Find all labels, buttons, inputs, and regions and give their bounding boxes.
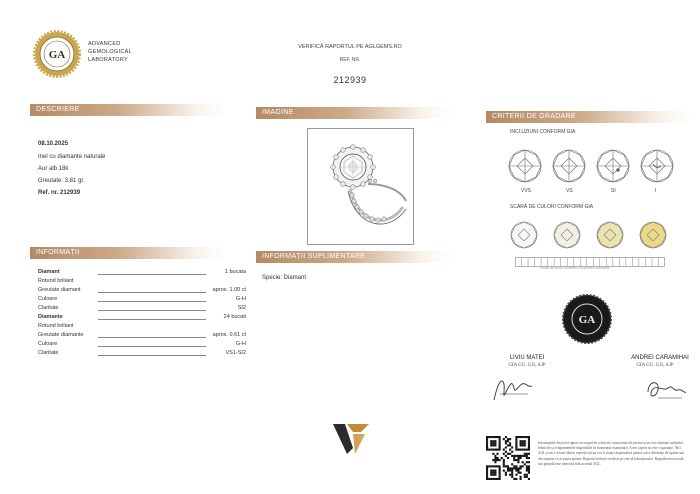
color-gem-3 [597,222,623,248]
info-row [38,331,246,339]
info-row [38,313,246,321]
info-key: Diamant [38,269,60,275]
color-scale-caption: Scala de culori conform GIA pentru diamante [540,266,610,270]
signature-name-1: LIVIU MATEI [509,355,545,361]
info-key: Greutate diamante [38,332,84,338]
info-key: Culoare [38,341,58,347]
description-date: 08.10.2025 [38,141,69,147]
info-key: Claritate [38,305,59,311]
info-value: aprox. 1.00 ct [212,287,246,293]
section-description-header: DESCRIERE [30,104,226,116]
description-ref: Ref. nr. 212939 [38,190,81,196]
verify-text: VERIFICĂ RAPORTUL PE AGLGEMS.RO [298,44,402,50]
info-row [38,340,246,348]
description-line2: Aur alb 18k [38,166,69,172]
inclusions-title: INCLUZIUNI CONFORM GIA [510,129,576,135]
info-key: Culoare [38,296,58,302]
info-leader-line [98,310,206,311]
footer-disclaimer: Informațiile din acest raport au scopul de a descrie caracteristicile pietrei și au fost obținute utilizând tehnicile și echipamentele disponibile în momentul examinării. Acest raport nu este o garanție. Nici AGL și nici oricare dintre experții săi nu vor fi ținuți răspunzători pentru orice diferențe de opinie sau discrepanțe ce ar putea apărea. Raportul trebuie verificat pe site-ul laboratorului. Reproducerea totală sau parțială este interzisă fără acordul AGL. [538,441,684,466]
colors-title: SCARĂ DE CULORI CONFORM GIA [510,204,594,210]
signature-2 [640,372,690,407]
info-value: SI2 [237,305,246,311]
info-row [38,349,246,357]
lab-name-line1: ADVANCED [88,41,121,47]
agl-seal-badge [562,294,612,344]
info-leader-line [98,292,206,293]
ring-photo [307,128,414,245]
description-line1: Inel cu diamante naturale [38,154,106,160]
info-leader-line [98,337,206,338]
section-supplementary-header: INFORMAȚII SUPLIMENTARE [256,251,452,263]
clarity-diagrams [505,148,685,188]
brand-logo [331,420,371,456]
info-value: G-H [235,296,246,302]
clarity-label-2: VS [566,188,573,194]
info-leader-line [98,319,206,320]
svg-text:GA: GA [578,314,596,326]
info-key: Diamante [38,314,63,320]
info-row [38,322,246,330]
color-scale-bar [515,254,665,264]
info-leader-line [98,355,206,356]
lab-name-line3: LABORATORY [88,57,128,63]
info-value: aprox. 0.61 ct [212,332,246,338]
color-gem-2 [554,222,580,248]
info-row [38,268,246,276]
info-key: Rotund briliant [38,278,74,284]
info-value: 24 bucati [223,314,246,320]
svg-text:GA: GA [48,49,66,61]
info-value: 1 bucata [224,269,246,275]
clarity-label-1: VVS [521,188,532,194]
info-leader-line [98,301,206,302]
info-key: Rotund briliant [38,323,74,329]
info-key: Claritate [38,350,59,356]
signature-titles-2: GIA GG, GD, AJP [636,363,674,368]
signature-name-2: ANDREI CARAMIHAI [631,355,689,361]
info-value: VS1-SI2 [225,350,246,356]
info-row [38,304,246,312]
signature-1 [488,372,538,407]
clarity-label-3: SI [611,188,616,194]
species-text: Specie: Diamant [262,275,307,281]
ref-label: REF. NR. [339,57,361,63]
info-row [38,286,246,294]
info-leader-line [98,274,206,275]
info-key: Greutate diamant [38,287,81,293]
info-value: G-H [235,341,246,347]
section-criteria-header: CRITERII DE GRADARE [486,111,692,123]
color-gem-4 [640,222,666,248]
clarity-label-4: I [655,188,657,194]
lab-seal-logo [33,30,81,78]
signature-titles-1: GIA GG, GD, AJP [508,363,546,368]
lab-name-line2: GEMOLOGICAL [88,49,132,55]
color-gem-1 [511,222,537,248]
info-leader-line [98,346,206,347]
info-row [38,277,246,285]
qr-code [486,436,530,480]
ref-number: 212939 [333,75,367,85]
description-line3: Greutate: 3.81 gr. [38,178,85,184]
color-diagrams [508,220,688,252]
section-image-header: IMAGINE [256,107,452,119]
section-info-header: INFORMAȚII [30,247,226,259]
info-row [38,295,246,303]
